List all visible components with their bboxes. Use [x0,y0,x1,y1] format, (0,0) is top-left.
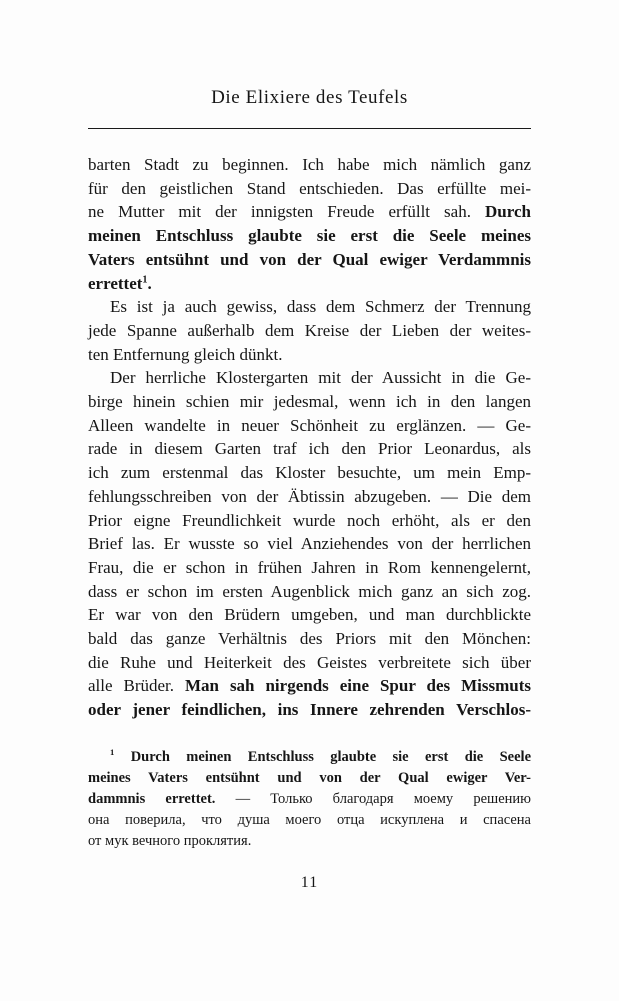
text-line [88,177,531,201]
text-segment: birge hinein schien mir jedesmal, wenn ich in den langen [88,392,531,412]
bold-text-segment: Man sah nirgends eine Spur des Missmuts [184,676,531,696]
text-line [88,831,531,852]
text-segment: Frau, die er schon in frühen Jahren in Rom kennengelernt, [88,557,531,577]
text-line [88,580,531,604]
page-number: 11 [300,874,319,891]
text-line [88,248,531,272]
text-segment: ten Entfernung gleich dünkt. [88,344,283,364]
text-line [88,627,531,651]
footnote-marker: 1 [142,273,148,285]
text-segment: Prior eigne Freundlichkeit wurde noch erhöht, als er den [88,510,531,530]
paragraph [88,295,531,366]
text-line [88,224,531,248]
text-line [88,153,531,177]
footnote-marker: 1 [110,747,115,758]
text-line [88,200,531,224]
bold-text-segment: Durch meinen Entschluss glaubte sie erst die Seele [114,749,531,765]
text-line [88,343,531,367]
text-line [88,603,531,627]
text-line [88,390,531,414]
header-rule [88,128,531,129]
text-line [88,319,531,343]
text-line [88,509,531,533]
text-segment: für den geistlichen Stand entschieden. Das erfüllte mei- [88,178,531,198]
paragraph [88,366,531,722]
text-line [88,485,531,509]
text-segment: alle Brüder. [88,676,185,696]
text-segment: barten Stadt zu beginnen. Ich habe mich nämlich ganz [88,155,531,174]
text-line [88,295,531,319]
paragraph [88,153,531,295]
bold-text-segment: errettet [88,273,143,293]
text-segment: Es ist ja auch gewiss, dass dem Schmerz der Trennung [110,297,531,317]
body-text [88,153,531,722]
bold-text-segment: dammnis errettet. [88,791,216,807]
bold-text-segment: meines Vaters entsühnt und von der Qual ewiger Ver- [88,770,531,786]
text-segment: jede Spanne außerhalb dem Kreise der Lieben der weites- [88,320,531,340]
footnote [88,747,531,852]
text-segment: dass er schon im ersten Augenblick mich ganz an sich zog. [88,581,531,601]
bold-text-segment: Durch [485,202,531,222]
bold-text-segment: oder jener feindlichen, ins Innere zehrenden Verschlos- [88,700,531,720]
text-line [88,698,531,722]
text-segment: ich zum erstenmal das Kloster besuchte, um mein Emp- [88,463,531,483]
text-line [88,556,531,580]
text-segment: rade in diesem Garten traf ich den Prior Leonardus, als [88,439,531,459]
text-segment: — Только благодаря моему решению [215,791,531,807]
text-segment: die Ruhe und Heiterkeit des Geistes verbreitete sich über [88,652,531,672]
bold-text-segment: meinen Entschluss glaubte sie erst die Seele meines [88,226,531,246]
page-header-title: Die Elixiere des Teufels [211,87,408,108]
text-segment: она поверила, что душа моего отца искуплена и спасена [88,812,531,828]
text-segment: от мук вечного проклятия. [88,833,252,849]
text-line [88,272,531,296]
bold-text-segment: Vaters entsühnt und von der Qual ewiger Verdammnis [88,249,531,269]
text-segment: Alleen wandelte in neuer Schönheit zu erglänzen. — Ge- [88,415,531,435]
text-line [88,461,531,485]
bold-text-segment: . [147,273,152,293]
text-segment: Brief las. Er wusste so viel Anziehendes von der herrlichen [88,534,531,554]
text-line [88,747,531,768]
text-segment: fehlungsschreiben von der Äbtissin abzugeben. — Die dem [88,486,531,506]
text-line [88,414,531,438]
text-segment: Der herrliche Klostergarten mit der Aussicht in die Ge- [110,368,531,388]
text-line [88,651,531,675]
text-line [88,437,531,461]
text-line [88,810,531,831]
text-line [88,366,531,390]
text-line [88,674,531,698]
text-line [88,532,531,556]
text-line [88,768,531,789]
text-segment: ne Mutter mit der innigsten Freude erfüllt sah. [88,202,486,222]
text-segment: Er war von den Brüdern umgeben, und man durchblickte [88,605,531,625]
text-line [88,789,531,810]
text-segment: bald das ganze Verhältnis des Priors mit den Mönchen: [88,629,531,649]
